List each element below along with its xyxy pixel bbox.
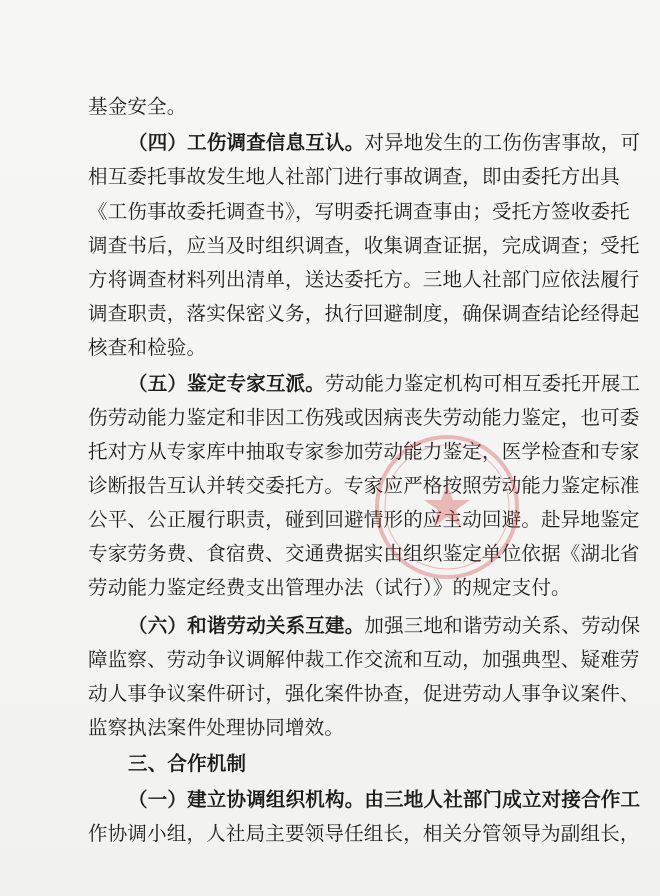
text-line: 专家劳务费、食宿费、交通费据实由组织鉴定单位依据《湖北省 bbox=[88, 542, 640, 565]
text-line: 动人事争议案件研讨，强化案件协查，促进劳动人事争议案件、 bbox=[88, 682, 640, 705]
section-heading: （一） bbox=[128, 788, 188, 811]
text-line: 公平、公正履行职责，碰到回避情形的应主动回避。赴异地鉴定 bbox=[88, 508, 640, 531]
text-line: 《工伤事故委托调查书》，写明委托调查事由；受托方签收委托 bbox=[88, 200, 630, 223]
text-line: 作协调小组，人社局主要领导任组长，相关分管领导为副组长， bbox=[88, 822, 640, 845]
text-line: 托对方从专家库中抽取专家参加劳动能力鉴定，医学检查和专家 bbox=[88, 440, 640, 463]
text-line: 伤劳动能力鉴定和非因工伤残或因病丧失劳动能力鉴定，也可委 bbox=[88, 406, 640, 429]
text-line: 监察执法案件处理协同增效。 bbox=[88, 716, 345, 739]
section-heading: （五）鉴定专家互派。 bbox=[128, 372, 326, 395]
text-line: 劳动能力鉴定经费支出管理办法（试行）》的规定支付。 bbox=[88, 576, 571, 599]
text-line: 障监察、劳动争议调解仲裁工作交流和互动，加强典型、疑难劳 bbox=[88, 648, 640, 671]
chapter-heading: 三、合作机制 bbox=[128, 752, 247, 775]
text-line: 基金安全。 bbox=[88, 95, 187, 118]
text-line: 方将调查材料列出清单，送达委托方。三地人社部门应依法履行 bbox=[88, 268, 640, 291]
text-line: 相互委托事故发生地人社部门进行事故调查，即由委托方出具 bbox=[88, 165, 620, 188]
text-line: 调查职责，落实保密义务，执行回避制度，确保调查结论经得起 bbox=[88, 302, 640, 325]
text-line: 诊断报告互认并转交委托方。专家应严格按照劳动能力鉴定标准 bbox=[88, 474, 640, 497]
section-heading: （四）工伤调查信息互认。 bbox=[128, 131, 365, 154]
section-4-heading-line: （四）工伤调查信息互认。对异地发生的工伤伤害事故，可 bbox=[128, 131, 641, 154]
section-heading: （六）和谐劳动关系互建。 bbox=[128, 614, 365, 637]
section-6-heading-line: （六）和谐劳动关系互建。加强三地和谐劳动关系、劳动保 bbox=[128, 614, 641, 637]
text-line: 核查和检验。 bbox=[88, 336, 207, 359]
text-line: 调查书后，应当及时组织调查，收集调查证据，完成调查；受托 bbox=[88, 234, 640, 257]
section-5-heading-line: （五）鉴定专家互派。劳动能力鉴定机构可相互委托开展工 bbox=[128, 372, 641, 395]
subsection-1-heading-line: （一）建立协调组织机构。由三地人社部门成立对接合作工 bbox=[128, 788, 641, 811]
